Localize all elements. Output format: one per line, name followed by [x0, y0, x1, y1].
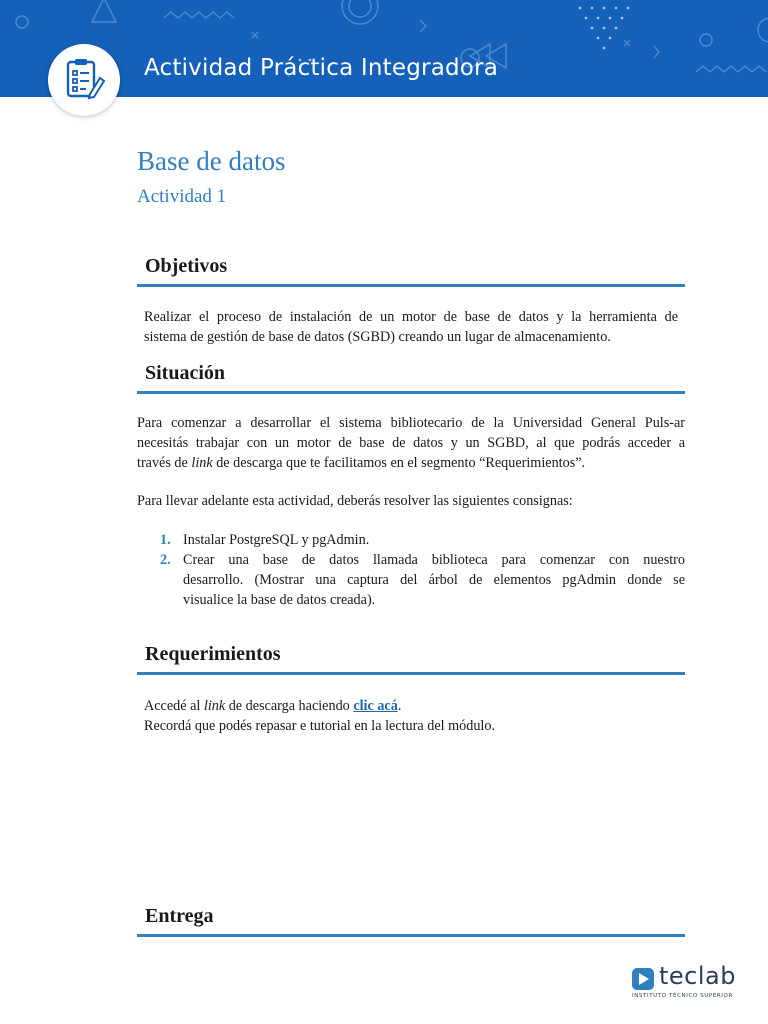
text-run: Accedé al [144, 698, 204, 714]
section-heading-label: Situación [145, 362, 226, 384]
paragraph-line: Realizar el proceso de instalación de un motor de base de datos y la herramienta de [144, 309, 678, 325]
paragraph-line: Para llevar adelante esta actividad, deberás resolver las siguientes consignas: [137, 493, 573, 509]
download-link[interactable]: clic acá [353, 698, 398, 714]
teclab-play-logo-icon [632, 968, 654, 990]
checklist-document-icon [62, 58, 106, 102]
section-heading-label: Entrega [145, 905, 214, 927]
list-item-text: Crear una base de datos llamada biblioteca para comenzar con nuestro [183, 552, 685, 568]
list-item [160, 550, 685, 610]
situacion-instructions [137, 491, 685, 511]
paragraph-line [137, 453, 685, 473]
paragraph-line: Recordá que podés repasar e tutorial en la lectura del módulo. [144, 718, 496, 734]
logo-wordmark: teclab [659, 962, 736, 990]
document-title: Base de datos [137, 146, 286, 176]
text-run: de descarga haciendo [225, 698, 354, 714]
text-run: de descarga que te facilitamos en el segmento “Requerimientos”. [212, 455, 586, 471]
consignas-list [160, 530, 685, 610]
section-heading-label: Requerimientos [145, 643, 281, 665]
list-number: 1. [160, 532, 171, 548]
list-number: 2. [160, 552, 171, 568]
objetivos-paragraph [144, 307, 678, 347]
list-item-text: visualice la base de datos creada). [183, 592, 376, 608]
section-heading-situacion [137, 362, 685, 394]
banner-title: Actividad Práctica Integradora [144, 55, 499, 81]
link-word-italic: link [191, 455, 213, 471]
link-word-italic: link [203, 698, 226, 714]
section-heading-objetivos [137, 255, 685, 287]
logo-tagline: INSTITUTO TÉCNICO SUPERIOR [632, 993, 733, 999]
list-item-text: Instalar PostgreSQL y pgAdmin. [183, 532, 370, 548]
text-run: través de [137, 455, 192, 471]
paragraph-line: Para comenzar a desarrollar el sistema bibliotecario de la Universidad General Puls-ar [137, 415, 685, 431]
section-heading-entrega [137, 905, 685, 937]
situacion-paragraph [137, 413, 685, 473]
section-heading-label: Objetivos [145, 255, 228, 277]
document-subtitle: Actividad 1 [137, 186, 227, 207]
section-heading-requerimientos [137, 643, 685, 675]
list-item [160, 530, 685, 550]
text-run: . [397, 698, 402, 714]
paragraph-line: sistema de gestión de base de datos (SGBD) creando un lugar de almacenamiento. [144, 329, 611, 345]
paragraph-line [144, 696, 685, 716]
list-item-text: desarrollo. (Mostrar una captura del árbol de elementos pgAdmin donde se [183, 572, 685, 588]
teclab-logo [632, 962, 744, 1006]
requerimientos-paragraph [144, 696, 685, 736]
activity-badge [48, 44, 120, 116]
paragraph-line: necesitás trabajar con un motor de base de datos y un SGBD, al que podrás acceder a [137, 435, 685, 451]
